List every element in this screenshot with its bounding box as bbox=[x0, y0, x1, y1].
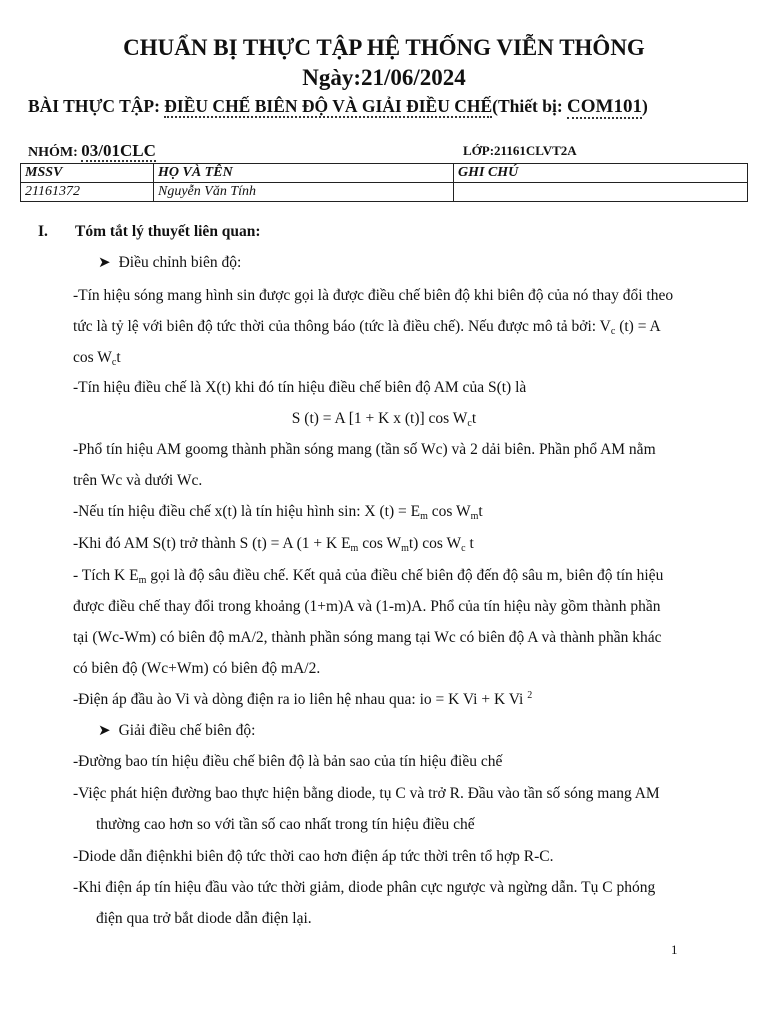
class-label: LỚP:21161CLVT2A bbox=[463, 143, 577, 158]
arrow-bullet-icon: ➤ bbox=[98, 255, 111, 271]
section-title: Tóm tắt lý thuyết liên quan: bbox=[75, 223, 261, 240]
table-row bbox=[21, 183, 748, 202]
group-value: 03/01CLC bbox=[81, 141, 156, 160]
paragraph-line: -Điện áp đầu ào Vi và dòng điện ra io liên hệ nhau qua: io = K Vi + K Vi $^2$ bbox=[73, 690, 533, 708]
group-info bbox=[28, 141, 156, 161]
paragraph-line: tức là tỷ lệ với biên độ tức thời của thông báo (tức là điều chế). Nếu được mô tả bởi: $V_c$ (t) = A bbox=[73, 318, 661, 337]
device-suffix: ) bbox=[641, 96, 648, 116]
page-number: 1 bbox=[671, 942, 678, 957]
paragraph-line: trên Wc và dưới Wc. bbox=[73, 472, 203, 489]
arrow-bullet-icon: ➤ bbox=[98, 723, 111, 739]
paragraph-line: -Khi đó AM S(t) trở thành S (t) = A (1 + K $E_m$ $\cos W_mt$) $\cos W_c$ t bbox=[73, 535, 474, 554]
lab-subtitle bbox=[28, 96, 758, 118]
paragraph-line: thường cao hơn so với tần số cao nhất trong tín hiệu điều chế bbox=[96, 816, 475, 833]
table-header-cell: HỌ VÀ TÊN bbox=[154, 164, 454, 183]
device-name: COM101 bbox=[567, 96, 642, 117]
subheading-text: Điều chỉnh biên độ: bbox=[118, 254, 242, 271]
paragraph-line: -Diode dẫn điệnkhi biên độ tức thời cao hơn điện áp tức thời trên tổ hợp R-C. bbox=[73, 848, 554, 865]
paragraph-line: -Nếu tín hiệu điều chế x(t) là tín hiệu hình sin: X $(t) = E_m$ $\cos W_mt$ bbox=[73, 503, 483, 522]
subheading-modulation bbox=[98, 253, 241, 273]
table-header-row bbox=[21, 164, 748, 183]
paragraph-line: được điều chế thay đổi trong khoảng (1+m)A và (1-m)A. Phổ của tín hiệu này gồm thành phần bbox=[73, 598, 661, 615]
subheading-demodulation bbox=[98, 721, 255, 741]
table-header-cell: MSSV bbox=[21, 164, 154, 183]
device-prefix: (Thiết bị: bbox=[492, 96, 568, 116]
document-date: Ngày:21/06/2024 bbox=[302, 65, 466, 90]
table-cell: Nguyễn Văn Tính bbox=[154, 183, 454, 202]
equation: S (t) = A [1 + K x (t)] $\cos W_ct$ bbox=[291, 410, 477, 429]
paragraph-line: -Khi điện áp tín hiệu đầu vào tức thời giảm, diode phân cực ngược và ngừng dẫn. Tụ C phóng bbox=[73, 879, 656, 896]
lab-prefix: BÀI THỰC TẬP: bbox=[28, 96, 165, 116]
meta-row bbox=[28, 141, 748, 161]
table-header-cell: GHI CHÚ bbox=[454, 164, 748, 183]
group-label: NHÓM: bbox=[28, 145, 82, 160]
paragraph-line: điện qua trở bắt diode dẫn điện lại. bbox=[96, 910, 312, 927]
paragraph-line: - Tích K $E_m$ gọi là độ sâu điều chế. Kết quả của điều chế biên độ đến độ sâu m, biên độ tín hiệu bbox=[73, 567, 664, 586]
paragraph-line: -Đường bao tín hiệu điều chế biên độ là bản sao của tín hiệu điều chế bbox=[73, 753, 503, 770]
table-cell: 21161372 bbox=[21, 183, 154, 202]
table-cell bbox=[454, 183, 748, 202]
paragraph-line: -Phổ tín hiệu AM goomg thành phần sóng mang (tần số Wc) và 2 dải biên. Phần phổ AM nằm bbox=[73, 441, 656, 458]
subheading-text: Giải điều chế biên độ: bbox=[118, 722, 256, 739]
paragraph-line: $\cos W_ct$ bbox=[73, 349, 121, 368]
paragraph-line: -Tín hiệu điều chế là X(t) khi đó tín hiệu điều chế biên độ AM của S(t) là bbox=[73, 379, 527, 396]
paragraph-line: có biên độ (Wc+Wm) có biên độ mA/2. bbox=[73, 660, 321, 677]
lab-name: ĐIỀU CHẾ BIÊN ĐỘ VÀ GIẢI ĐIỀU CHẾ bbox=[164, 96, 493, 116]
paragraph-line: -Tín hiệu sóng mang hình sin được gọi là được điều chế biên độ khi biên độ của nó thay đổi theo bbox=[73, 287, 674, 304]
student-table bbox=[20, 163, 748, 202]
section-number: I. bbox=[38, 223, 48, 240]
paragraph-line: -Việc phát hiện đường bao thực hiện bằng diode, tụ C và trở R. Đầu vào tần số sóng mang AM bbox=[73, 785, 660, 802]
paragraph-line: tại (Wc-Wm) có biên độ mA/2, thành phần sóng mang tại Wc có biên độ A và thành phần khác bbox=[73, 629, 662, 646]
document-title: CHUẨN BỊ THỰC TẬP HỆ THỐNG VIỄN THÔNG bbox=[123, 35, 645, 60]
